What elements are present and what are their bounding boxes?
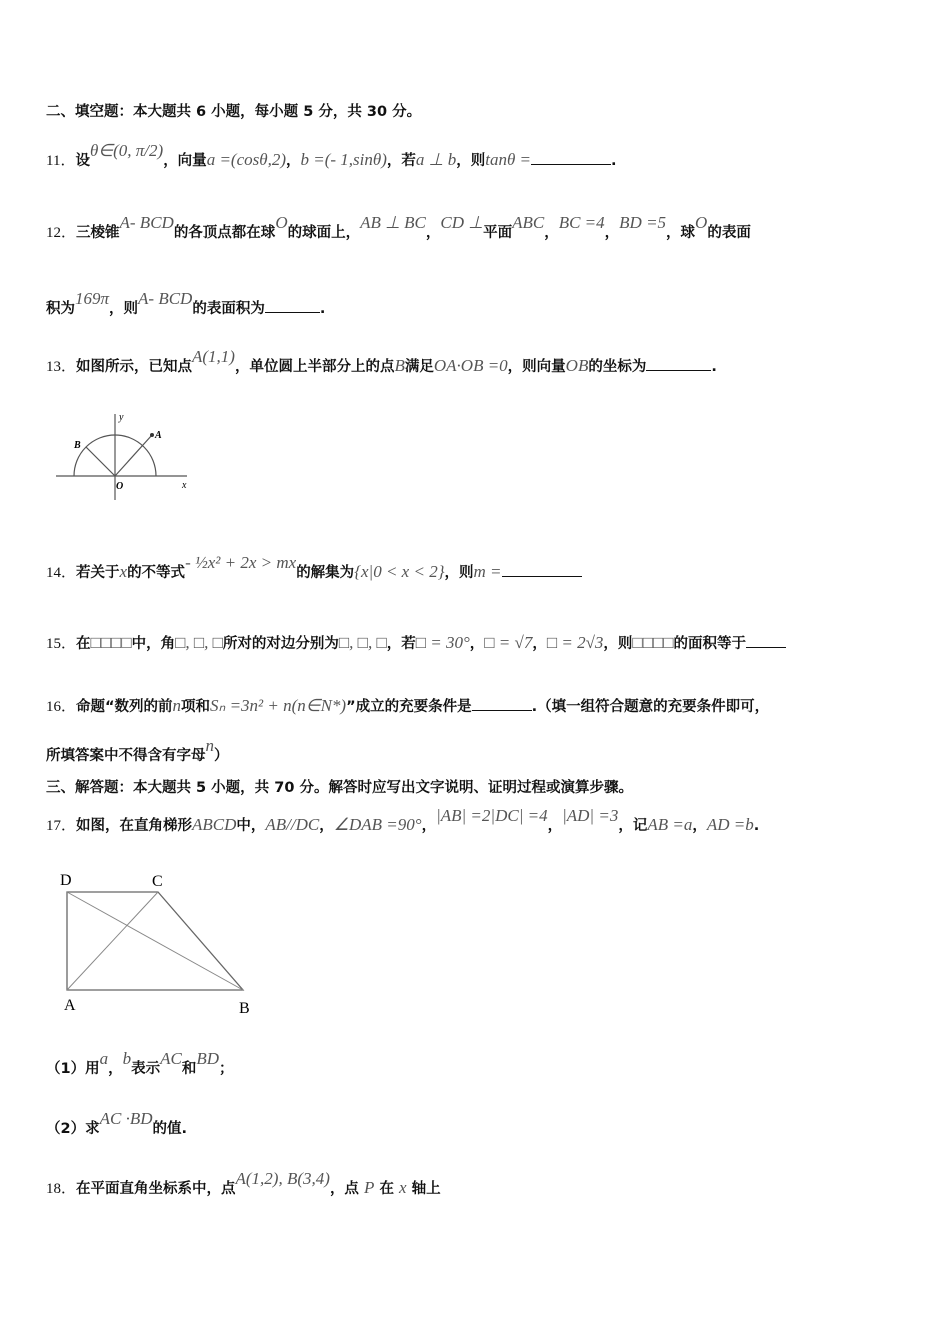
math-expression: AC ·BD	[99, 1109, 153, 1128]
math-expression: AB =a	[647, 815, 693, 834]
line-q12-line2	[46, 289, 326, 319]
math-expression: A- BCD	[138, 289, 193, 308]
question-number: 18．	[46, 1181, 77, 1197]
text-segment: 的不等式	[127, 565, 186, 581]
math-expression: {x|0 < x < 2}	[354, 562, 445, 581]
line-section-2-header	[46, 102, 421, 122]
fig17-label-b: B	[239, 1000, 250, 1017]
text-segment: 三、解答题：本大题共 5 小题，共 70 分。解答时应写出文字说明、证明过程或演算步骤。	[46, 780, 633, 796]
text-segment: 表示	[131, 1061, 161, 1077]
line-q18	[46, 1169, 441, 1199]
math-expression: P	[364, 1178, 375, 1197]
text-segment: 轴上	[406, 1181, 441, 1197]
fig13-label-a: A	[155, 430, 162, 441]
text-segment: ，球	[666, 225, 696, 241]
math-expression: □ = √7	[484, 633, 533, 652]
math-expression: Sₙ =3n² + n(n∈N*)	[210, 696, 347, 715]
line-section-3-header	[46, 778, 633, 798]
text-segment: 的坐标为	[588, 359, 647, 375]
text-segment: ，	[532, 636, 547, 652]
line-q17-part1	[46, 1049, 234, 1079]
text-segment: ，	[421, 818, 437, 834]
text-segment: 如图，在直角梯形	[76, 818, 193, 834]
math-expression: a =(cosθ,2)	[206, 150, 286, 169]
answer-blank	[265, 298, 320, 313]
text-segment: 的值.	[152, 1121, 187, 1137]
text-segment: ，	[544, 225, 559, 241]
line-q16	[46, 696, 769, 717]
math-expression: a	[99, 1049, 109, 1068]
math-expression: 169π	[75, 289, 110, 308]
text-segment: ，	[604, 225, 620, 241]
text-segment: ，	[547, 818, 563, 834]
text-segment: ，	[425, 225, 441, 241]
math-expression: □ = 30°	[415, 633, 470, 652]
math-expression: n	[205, 736, 214, 755]
text-segment: ，	[469, 636, 485, 652]
text-segment: ，则向量	[507, 359, 566, 375]
math-expression: □, □, □	[175, 633, 223, 652]
text-segment: 在	[76, 636, 91, 652]
fig17-label-d: D	[60, 872, 72, 889]
text-segment: .	[753, 818, 760, 834]
fig13-label-x: x	[182, 480, 187, 491]
math-expression: b	[122, 1049, 132, 1068]
text-segment: 的解集为	[296, 565, 355, 581]
math-expression: A(1,1)	[192, 347, 235, 366]
text-segment: 平面	[483, 225, 513, 241]
text-segment: 中，	[236, 818, 266, 834]
text-segment: ”成立的充要条件是	[346, 699, 472, 715]
text-segment: 在	[374, 1181, 399, 1197]
text-segment: ，则	[444, 565, 474, 581]
math-expression: |AB| =2|DC| =4	[436, 806, 548, 825]
text-segment: 命题“数列的前	[76, 699, 173, 715]
question-number: 16．	[46, 699, 77, 715]
text-segment: （2）求	[46, 1121, 100, 1137]
math-expression: OA·OB =0	[433, 356, 508, 375]
text-segment: ，若	[386, 636, 416, 652]
text-segment: 的面积等于	[673, 636, 746, 652]
question-number: 12．	[46, 225, 77, 241]
text-segment: 和	[181, 1061, 197, 1077]
math-expression: □□□□	[632, 633, 674, 652]
line-q14	[46, 553, 582, 583]
math-expression: b =(- 1,sinθ)	[300, 150, 387, 169]
text-segment: 的各顶点都在球	[173, 225, 276, 241]
question-number: 15．	[46, 636, 77, 652]
text-segment: ，点	[329, 1181, 364, 1197]
math-expression: x	[119, 562, 128, 581]
line-q16-line2	[46, 736, 229, 766]
text-segment: 二、填空题：本大题共 6 小题，每小题 5 分，共 30 分。	[46, 104, 422, 120]
text-segment: ，	[108, 1061, 123, 1077]
figure-17-trapezoid	[55, 868, 265, 1018]
math-expression: □, □, □	[338, 633, 387, 652]
text-segment: 项和	[181, 699, 211, 715]
line-q15	[46, 633, 786, 654]
figure-13-unit-circle	[52, 408, 197, 503]
line-q12-line1	[46, 213, 751, 243]
text-segment: ）	[214, 748, 229, 764]
math-expression: m =	[473, 562, 502, 581]
text-segment: ，则	[109, 301, 139, 317]
text-segment: 设	[75, 153, 90, 169]
text-segment: .（填一组符合题意的充要条件即可，	[531, 699, 770, 715]
text-segment: ，	[319, 818, 334, 834]
text-segment: ，则	[603, 636, 633, 652]
answer-blank	[472, 696, 532, 711]
text-segment: ，单位圆上半部分上的点	[234, 359, 395, 375]
math-expression: |AD| =3	[562, 806, 619, 825]
math-expression: ∠DAB =90°	[333, 815, 422, 834]
math-expression: - ½x² + 2x > mx	[185, 553, 297, 572]
text-segment: 所对的对边分别为	[222, 636, 339, 652]
text-segment: 的表面积为	[192, 301, 265, 317]
math-expression: AC	[160, 1049, 182, 1068]
question-number: 11．	[46, 153, 76, 169]
text-segment: ；	[219, 1061, 234, 1077]
answer-blank	[502, 562, 582, 577]
math-expression: O	[275, 213, 288, 232]
question-number: 13．	[46, 359, 77, 375]
answer-blank	[531, 150, 611, 165]
fig13-label-y: y	[119, 412, 124, 423]
text-segment: 若关于	[76, 565, 120, 581]
math-expression: θ∈(0, π/2)	[89, 141, 164, 160]
text-segment: 满足	[404, 359, 434, 375]
text-segment: 在平面直角坐标系中，点	[76, 1181, 236, 1197]
question-number: 14．	[46, 565, 77, 581]
math-expression: AD =b	[706, 815, 754, 834]
text-segment: .	[611, 153, 617, 169]
text-segment: 的球面上，	[287, 225, 361, 241]
text-segment: 的表面	[707, 225, 751, 241]
answer-blank	[746, 633, 786, 648]
math-expression: ABCD	[192, 815, 237, 834]
fig17-label-a: A	[64, 997, 76, 1014]
line-q11	[46, 141, 617, 171]
text-segment: ，若	[386, 153, 416, 169]
math-expression: □ = 2√3	[546, 633, 604, 652]
text-segment: 中，角	[131, 636, 176, 652]
text-segment: 所填答案中不得含有字母	[46, 748, 206, 764]
text-segment: ，记	[618, 818, 648, 834]
fig13-label-b: B	[74, 440, 81, 451]
math-expression: A(1,2), B(3,4)	[235, 1169, 330, 1188]
question-number: 17．	[46, 818, 77, 834]
math-expression: BD	[196, 1049, 219, 1068]
line-q13	[46, 347, 717, 377]
text-segment: .	[319, 301, 326, 317]
line-q17-part2	[46, 1109, 187, 1139]
math-expression: □□□□	[90, 633, 132, 652]
math-expression: x	[399, 1178, 407, 1197]
math-expression: n	[172, 696, 182, 715]
text-segment: .	[711, 359, 717, 375]
math-expression: a ⊥ b	[415, 150, 457, 169]
math-expression: BC =4	[558, 213, 605, 232]
text-segment: 三棱锥	[76, 225, 120, 241]
line-q17	[46, 806, 760, 836]
text-segment: ，则	[456, 153, 486, 169]
text-segment: （1）用	[46, 1061, 100, 1077]
math-expression: B	[394, 356, 405, 375]
fig13-label-o: O	[116, 481, 124, 492]
math-expression: A- BCD	[119, 213, 174, 232]
text-segment: 如图所示，已知点	[76, 359, 193, 375]
math-expression: O	[695, 213, 708, 232]
math-expression: ABC	[512, 213, 545, 232]
answer-blank	[646, 356, 711, 371]
text-segment: 积为	[46, 301, 75, 317]
text-segment: ，	[286, 153, 301, 169]
math-expression: AB ⊥ BC	[360, 213, 426, 232]
text-segment: ，向量	[163, 153, 207, 169]
math-expression: BD =5	[619, 213, 667, 232]
math-expression: tanθ =	[485, 150, 532, 169]
math-expression: OB	[565, 356, 589, 375]
fig17-label-c: C	[152, 873, 163, 890]
math-expression: CD ⊥	[440, 213, 484, 232]
text-segment: ，	[692, 818, 707, 834]
math-expression: AB//DC	[265, 815, 320, 834]
